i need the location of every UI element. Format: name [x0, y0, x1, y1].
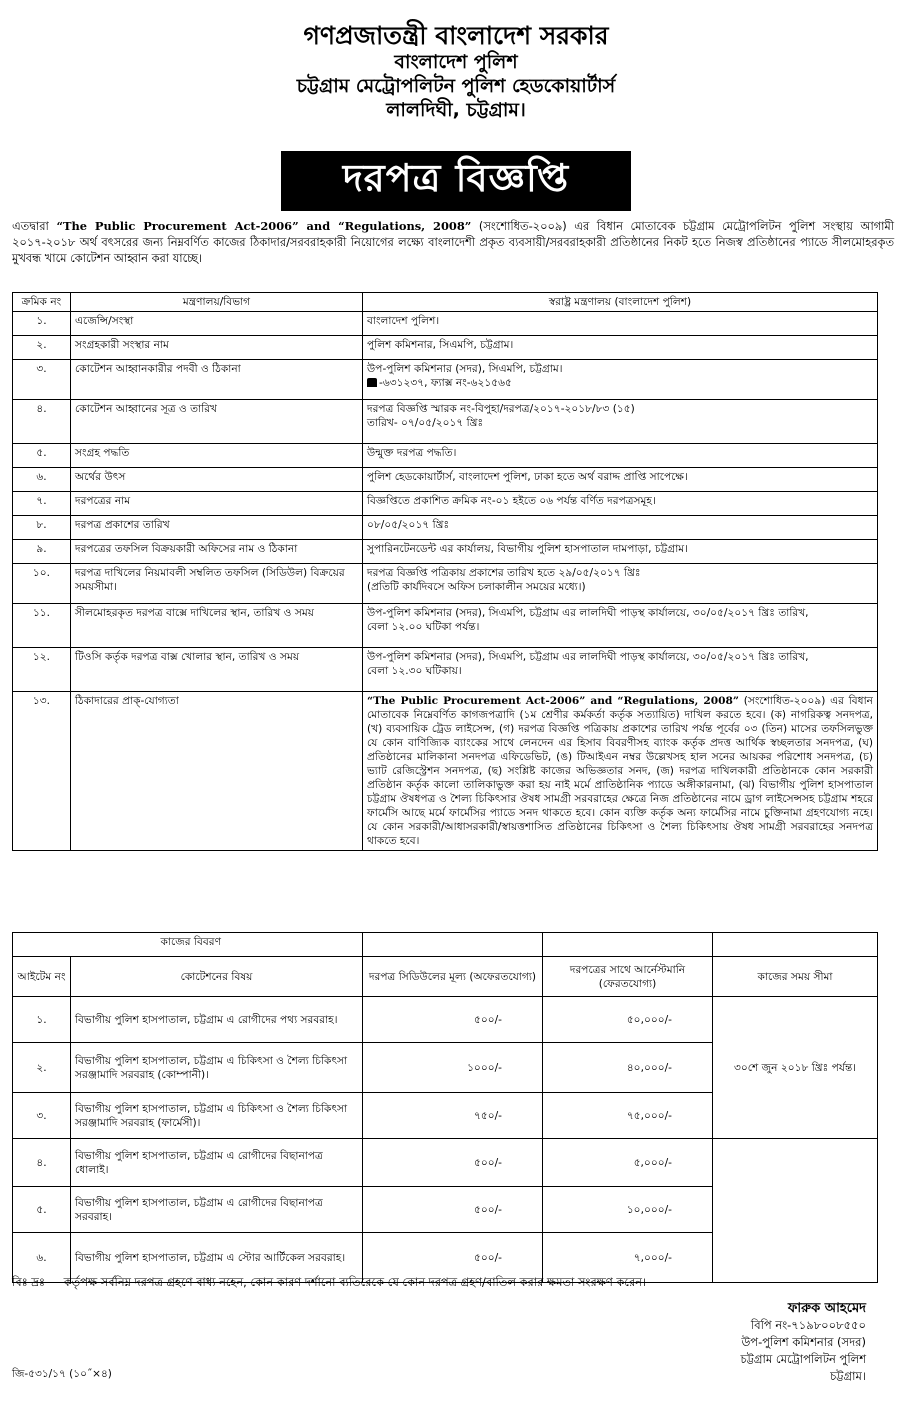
memo-number: দরপত্র বিজ্ঞপ্তি স্মারক নং-বিপুহা/দরপত্র/২০১৭-২০১৮/৮৩ (১৫)	[367, 403, 635, 415]
print-reference: জি-৫৩১/১৭ (১০˝×৪)	[12, 1368, 112, 1380]
col-item-no: আইটেম নং	[13, 957, 71, 997]
memo-date: তারিখ- ০৭/০৫/২০১৭ খ্রিঃ	[367, 417, 484, 429]
intro-lead: এতদ্বারা	[12, 219, 49, 233]
table-row	[13, 468, 878, 492]
phone-icon	[367, 378, 377, 387]
intro-paragraph	[12, 218, 894, 266]
table-row	[13, 1139, 878, 1187]
section-spacer	[13, 933, 71, 957]
row-value: পুলিশ কমিশনার, সিএমপি, চট্টগ্রাম।	[363, 336, 878, 360]
row-serial: ৫.	[13, 444, 71, 468]
phone-fax-line	[367, 376, 873, 390]
table-row	[13, 400, 878, 444]
col-deadline: কাজের সময় সীমা	[713, 957, 878, 997]
section-empty	[543, 933, 713, 957]
row-value: বাংলাদেশ পুলিশ।	[363, 312, 878, 336]
deadline-value: ৩০শে জুন ২০১৮ খ্রিঃ পর্যন্ত।	[713, 997, 878, 1139]
row-serial: ১০.	[13, 564, 71, 604]
item-price: ৫০০/-	[363, 1187, 543, 1233]
table-row	[13, 692, 878, 851]
item-no: ৬.	[13, 1233, 71, 1283]
tender-info-table	[12, 292, 878, 851]
row-value: সুপারিনটেনডেন্ট এর কার্যালয়, বিভাগীয় পুলিশ হাসপাতাল দামপাড়া, চট্টগ্রাম।	[363, 540, 878, 564]
row-label: টিওসি কর্তৃক দরপত্র বাক্স খোলার স্থান, তারিখ ও সময়	[71, 648, 363, 692]
col-serial: ক্রমিক নং	[13, 293, 71, 312]
schedule-period: দরপত্র বিজ্ঞপ্তি পত্রিকায় প্রকাশের তারিখ হতে ২৯/০৫/২০১৭ খ্রিঃ	[367, 567, 641, 579]
item-no: ৪.	[13, 1139, 71, 1187]
row-label: দরপত্র প্রকাশের তারিখ	[71, 516, 363, 540]
qualification-act: “The Public Procurement Act-2006” and “Regulations, 2008”	[367, 695, 739, 707]
item-money: ১০,০০০/-	[543, 1187, 713, 1233]
col-schedule-price: দরপত্র সিডিউলের মূল্য (অফেরতযোগ্য)	[363, 957, 543, 997]
opening-place: উপ-পুলিশ কমিশনার (সদর), সিএমপি, চট্টগ্রাম এর লালদিঘী পাড়স্থ কার্যালয়ে, ৩০/০৫/২০১৭ খ্রিঃ তারিখ,	[367, 651, 809, 663]
item-price: ৫০০/-	[363, 997, 543, 1043]
intro-body: (সংশোধিত-২০০৯) এর বিধান মোতাবেক চট্টগ্রাম মেট্রোপলিটন পুলিশ সংস্থায় আগামী ২০১৭-২০১৮ অর্থ বৎসরের জন্য নিম্নবর্ণিত কাজের ঠিকাদার/সরবরাহকারী নিয়োগের লক্ষ্যে বাংলাদেশী প্রকৃত ব্যবসায়ী/সরবরাহকারী প্রতিষ্ঠানের নিকট হতে নিজস্ব প্রতিষ্ঠানের প্যাডে সীলমোহরকৃত মুখবন্ধ খামে কোটেশন আহ্বান করা যাচ্ছে।	[12, 219, 895, 265]
table-row	[13, 648, 878, 692]
row-value	[363, 360, 878, 400]
signatory-office: চট্টগ্রাম মেট্রোপলিটন পুলিশ	[740, 1352, 866, 1366]
row-value: বিজ্ঞপ্তিতে প্রকাশিত ক্রমিক নং-০১ হইতে ০৬ পর্যন্ত বর্ণিত দরপত্রসমূহ।	[363, 492, 878, 516]
table-row	[13, 604, 878, 648]
row-label: কোটেশন আহ্বানকারীর পদবী ও ঠিকানা	[71, 360, 363, 400]
row-label: সংগ্রহ পদ্ধতি	[71, 444, 363, 468]
qualification-text: (সংশোধিত-২০০৯) এর বিধান মোতাবেক নিম্নেবর্ণিত কাগজপত্রাদি (১ম শ্রেণীর কর্মকর্তা কর্তৃক সত্যায়িত) দাখিল করতে হবে। (ক) নাগরিকত্ব সনদপত্র, (খ) ব্যবসায়িক ট্রেড লাইসেন্স, (গ) দরপত্র বিজ্ঞপ্তি পত্রিকায় প্রকাশের তারিখ পর্যন্ত পূর্বের ০৩ (তিন) মাসের তফসিলভুক্ত যে কোন বাণিজ্যিক ব্যাংকের সাথে লেনদেন এর হিসাব বিবরণীসহ ব্যাংক কর্তৃক প্রদত্ত আর্থিক স্বচ্ছলতার সনদপত্র, (ঘ) প্রতিষ্ঠানের মালিকানা সনদপত্র এফিডেভিট, (ঙ) টিআইএন নম্বর উল্লেখসহ হাল সনের আয়কর পরিশোধ সনদপত্র, (চ) ভ্যাট রেজিস্ট্রেশন সনদপত্র, (ছ) সংশ্লিষ্ট কাজের অভিজ্ঞতার সনদ, (জ) দরপত্র দাখিলকারী প্রতিষ্ঠানকে কোন সরকারী প্রতিষ্ঠান কর্তৃক কালো তালিকাভুক্ত করা হয় নাই মর্মে প্রাতিষ্ঠানিক প্যাডে অঙ্গীকারনামা, (ঝ) বিভাগীয় পুলিশ হাসপাতাল চট্টগ্রাম ঔষধপত্র ও শৈল্য চিকিৎসার ঔষধ সামগ্রী সরবরাহের ক্ষেত্রে নিজ প্রতিষ্ঠানের নামে ড্রাগ লাইসেন্সসহ চট্টগ্রাম শহরে ফার্মেসি আছে মর্মে ফার্মেসির প্যাডে সনদ থাকতে হবে। কোন ব্যক্তি কর্তৃক অন্য ফার্মেসির নামে চুক্তিনামা গ্রহণযোগ্য নহে। যে কোন সরকারী/আধাসরকারী/স্বায়ত্তশাসিত প্রতিষ্ঠানের চিকিৎসা ও শৈল্য চিকিৎসায় ঔষধ সামগ্রী সরবরাহের সনদপত্র থাকতে হবে।	[367, 695, 873, 847]
section-empty	[713, 933, 878, 957]
signatory-city: চট্টগ্রাম।	[830, 1369, 866, 1383]
table-row	[13, 360, 878, 400]
item-money: ৭,০০০/-	[543, 1233, 713, 1283]
col-subject: কোটেশনের বিষয়	[71, 957, 363, 997]
opening-time: বেলা ১২.৩০ ঘটিকায়।	[367, 665, 462, 677]
row-label: অর্থের উৎস	[71, 468, 363, 492]
row-serial: ৯.	[13, 540, 71, 564]
row-label: সীলমোহরকৃত দরপত্র বাক্সে দাখিলের স্থান, তারিখ ও সময়	[71, 604, 363, 648]
row-value	[363, 564, 878, 604]
item-subject: বিভাগীয় পুলিশ হাসপাতাল, চট্টগ্রাম এ রোগীদের পথ্য সরবরাহ।	[71, 997, 363, 1043]
row-serial: ৭.	[13, 492, 71, 516]
row-value	[363, 604, 878, 648]
table-row	[13, 564, 878, 604]
submission-place: উপ-পুলিশ কমিশনার (সদর), সিএমপি, চট্টগ্রাম এর লালদিঘী পাড়স্থ কার্যালয়ে, ৩০/০৫/২০১৭ খ্রিঃ তারিখ,	[367, 607, 809, 619]
col-earnest-money: দরপত্রের সাথে আর্নেস্টমানি (ফেরতযোগ্য)	[543, 957, 713, 997]
table-row	[13, 312, 878, 336]
item-price: ৭৫০/-	[363, 1093, 543, 1139]
row-serial: ১.	[13, 312, 71, 336]
signatory-bp: বিপি নং-৭১৯৮০০৮৫৫০	[750, 1318, 866, 1332]
section-row	[13, 933, 878, 957]
hq-title: চট্টগ্রাম মেট্রোপলিটন পুলিশ হেডকোয়ার্টার্স	[296, 75, 616, 97]
table-row	[13, 540, 878, 564]
table-row	[13, 336, 878, 360]
notice-title: দরপত্র বিজ্ঞপ্তি	[281, 151, 631, 211]
row-value	[363, 648, 878, 692]
table-header-row	[13, 957, 878, 997]
row-serial: ১২.	[13, 648, 71, 692]
police-title: বাংলাদেশ পুলিশ	[394, 51, 518, 74]
intro-act: “The Public Procurement Act-2006” and “Regulations, 2008”	[56, 219, 472, 233]
phone-fax: -৬৩১২৩৭, ফ্যাক্স নং-৬২১৫৬৫	[379, 377, 512, 389]
table-row	[13, 516, 878, 540]
row-label: সংগ্রহকারী সংস্থার নাম	[71, 336, 363, 360]
item-subject: বিভাগীয় পুলিশ হাসপাতাল, চট্টগ্রাম এ রোগীদের বিছানাপত্র ধোলাই।	[71, 1139, 363, 1187]
deadline-empty	[713, 1139, 878, 1283]
table-row	[13, 997, 878, 1043]
item-no: ৩.	[13, 1093, 71, 1139]
row-label: দরপত্রের তফসিল বিক্রয়কারী অফিসের নাম ও ঠিকানা	[71, 540, 363, 564]
row-serial: ৬.	[13, 468, 71, 492]
schedule-note: (প্রতিটি কার্যদিবসে অফিস চলাকালীন সময়ের মধ্যে।)	[367, 581, 586, 593]
row-value: পুলিশ হেডকোয়ার্টার্স, বাংলাদেশ পুলিশ, ঢাকা হতে অর্থ বরাদ্দ প্রাপ্তি সাপেক্ষে।	[363, 468, 878, 492]
row-serial: ২.	[13, 336, 71, 360]
item-subject: বিভাগীয় পুলিশ হাসপাতাল, চট্টগ্রাম এ স্টোর আর্টিকেল সরবরাহ।	[71, 1233, 363, 1283]
row-serial: ১৩.	[13, 692, 71, 851]
item-no: ১.	[13, 997, 71, 1043]
item-money: ৫,০০০/-	[543, 1139, 713, 1187]
item-subject: বিভাগীয় পুলিশ হাসপাতাল, চট্টগ্রাম এ চিকিৎসা ও শৈল্য চিকিৎসা সরঞ্জামাদি সরবরাহ (ফার্মেসী)।	[71, 1093, 363, 1139]
item-money: ৭৫,০০০/-	[543, 1093, 713, 1139]
table-header-row	[13, 293, 878, 312]
col-home-ministry: স্বরাষ্ট্র মন্ত্রণালয় (বাংলাদেশ পুলিশ)	[363, 293, 878, 312]
section-empty	[363, 933, 543, 957]
item-price: ৫০০/-	[363, 1233, 543, 1283]
signatory-name: ফারুক আহমেদ	[787, 1301, 866, 1316]
header	[0, 20, 912, 123]
row-value: উন্মুক্ত দরপত্র পদ্ধতি।	[363, 444, 878, 468]
table-row	[13, 492, 878, 516]
item-subject: বিভাগীয় পুলিশ হাসপাতাল, চট্টগ্রাম এ চিকিৎসা ও শৈল্য চিকিৎসা সরঞ্জামাদি সরবরাহ (কোম্পানী)।	[71, 1043, 363, 1093]
row-label: দরপত্র দাখিলের নিয়মাবলী সম্বলিত তফসিল (সিডিউল) বিক্রয়ের সময়সীমা।	[71, 564, 363, 604]
col-ministry: মন্ত্রণালয়/বিভাগ	[71, 293, 363, 312]
signature-block	[600, 1300, 866, 1385]
item-subject: বিভাগীয় পুলিশ হাসপাতাল, চট্টগ্রাম এ রোগীদের বিছানাপত্র সরবরাহ।	[71, 1187, 363, 1233]
row-serial: ৩.	[13, 360, 71, 400]
govt-title: গণপ্রজাতন্ত্রী বাংলাদেশ সরকার	[303, 21, 609, 50]
signatory-designation: উপ-পুলিশ কমিশনার (সদর)	[741, 1335, 866, 1349]
designation-address: উপ-পুলিশ কমিশনার (সদর), সিএমপি, চট্টগ্রাম।	[367, 363, 563, 375]
row-serial: ১১.	[13, 604, 71, 648]
item-money: ৫০,০০০/-	[543, 997, 713, 1043]
row-label: ঠিকাদারের প্রাক্-যোগ্যতা	[71, 692, 363, 851]
item-no: ২.	[13, 1043, 71, 1093]
work-details-table	[12, 932, 878, 1283]
row-serial: ৮.	[13, 516, 71, 540]
row-value	[363, 692, 878, 851]
row-label: কোটেশন আহ্বানের সূত্র ও তারিখ	[71, 400, 363, 444]
item-price: ৫০০/-	[363, 1139, 543, 1187]
location-title: লালদিঘী, চট্টগ্রাম।	[386, 98, 526, 121]
row-label: এজেন্সি/সংস্থা	[71, 312, 363, 336]
item-price: ১০০০/-	[363, 1043, 543, 1093]
row-serial: ৪.	[13, 400, 71, 444]
work-details-label: কাজের বিবরণ	[71, 933, 363, 957]
table-row	[13, 444, 878, 468]
item-no: ৫.	[13, 1187, 71, 1233]
item-money: ৪০,০০০/-	[543, 1043, 713, 1093]
row-value	[363, 400, 878, 444]
row-value: ০৮/০৫/২০১৭ খ্রিঃ	[363, 516, 878, 540]
submission-time: বেলা ১২.০০ ঘটিকা পর্যন্ত।	[367, 621, 480, 633]
row-label: দরপত্রের নাম	[71, 492, 363, 516]
footnote: বিঃ দ্রঃ — কর্তৃপক্ষ সর্বনিম্ন দরপত্র গ্রহণে বাধ্য নহেন, কোন কারণ দর্শানো ব্যতিরেকে যে কোন দরপত্র গ্রহণ/বাতিল করার ক্ষমতা সংরক্ষণ করেন।	[12, 1275, 647, 1289]
